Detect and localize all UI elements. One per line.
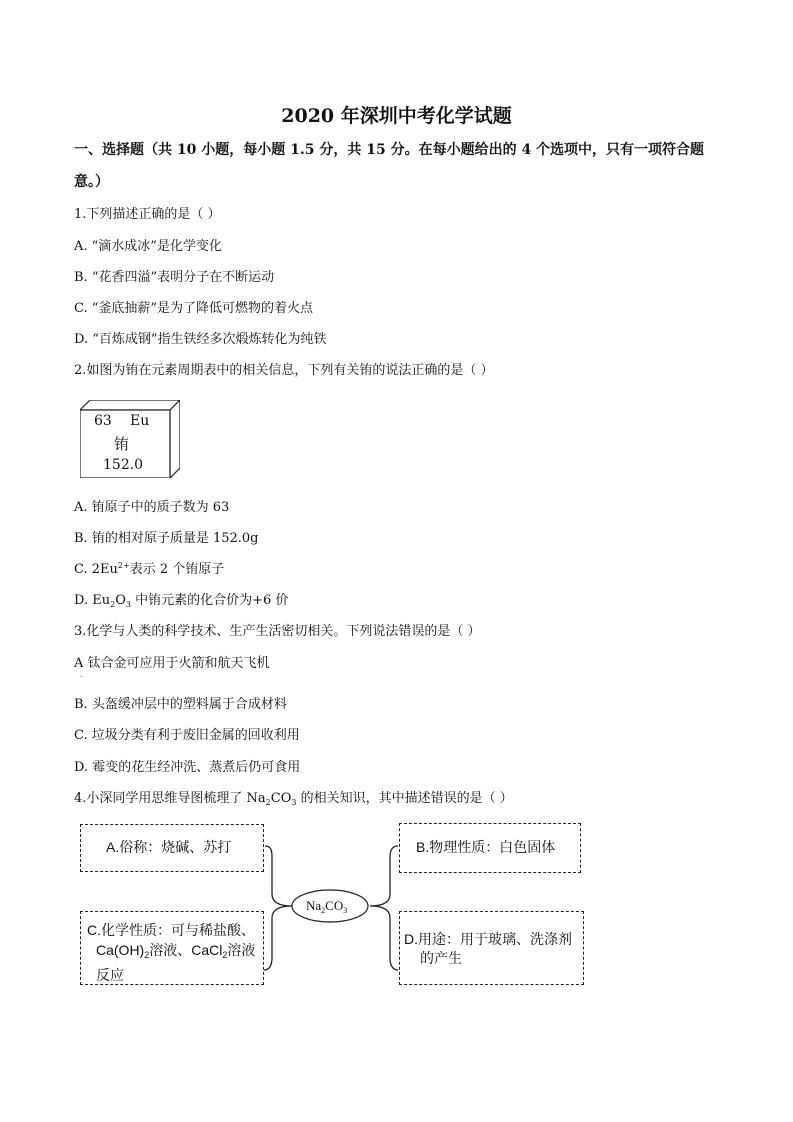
question-1-option-c[interactable]: C. “釜底抽薪”是为了降低可燃物的着火点 bbox=[74, 301, 314, 316]
question-1-option-b[interactable]: B. “花香四溢”表明分子在不断运动 bbox=[74, 270, 275, 285]
question-2-option-a[interactable]: A. 铕原子中的质子数为 63 bbox=[74, 500, 230, 515]
section-heading: 一、选择题（共 10 小题，每小题 1.5 分，共 15 分。在每小题给出的 4 个选项中，只有一项符合题意。） bbox=[74, 142, 705, 190]
box-d-label: D.用途：用于玻璃、洗涤剂 的产生 bbox=[404, 931, 572, 966]
center-node-label: $Na_2CO_3$ bbox=[306, 898, 348, 915]
question-4-stem: 4.小深同学用思维导图梳理了 $Na_2CO_3$ 的相关知识，其中描述错误的是（ ） bbox=[74, 791, 513, 807]
question-2-option-b[interactable]: B. 铕的相对原子质量是 152.0g bbox=[74, 531, 259, 546]
atomic-mass: 152.0 bbox=[103, 457, 144, 473]
atomic-number: 63 bbox=[94, 413, 112, 429]
page-title: 2020 年深圳中考化学试题 bbox=[281, 105, 512, 127]
question-3-stem: 3.化学与人类的科学技术、生产生活密切相关。下列说法错误的是（ ） bbox=[74, 624, 481, 639]
question-2-stem: 2.如图为铕在元素周期表中的相关信息，下列有关铕的说法正确的是（ ） bbox=[74, 363, 494, 378]
question-2-option-c[interactable]: C. $2Eu^{2+}$表示 2 个铕原子 bbox=[74, 561, 225, 577]
element-name: 铕 bbox=[114, 435, 130, 453]
question-1-option-d[interactable]: D. “百炼成钢”指生铁经多次煅炼转化为纯铁 bbox=[74, 332, 327, 347]
box-a-label: A.俗称：烧碱、苏打 bbox=[106, 839, 232, 855]
question-3-option-a[interactable]: A 钛合金可应用于火箭和航天飞机 bbox=[74, 656, 270, 671]
question-3-option-d[interactable]: D. 霉变的花生经冲洗、蒸煮后仍可食用 bbox=[74, 760, 301, 775]
mind-map-box-a[interactable] bbox=[80, 824, 264, 872]
stray-dot: . bbox=[80, 670, 83, 679]
mind-map-box-b[interactable] bbox=[399, 823, 581, 873]
question-3-option-c[interactable]: C. 垃圾分类有利于废旧金属的回收利用 bbox=[74, 728, 300, 743]
question-1-stem: 1.下列描述正确的是（ ） bbox=[74, 207, 221, 222]
element-symbol: Eu bbox=[130, 413, 150, 429]
question-1-option-a[interactable]: A. “滴水成冰”是化学变化 bbox=[74, 239, 222, 254]
box-c-label: C.化学性质：可与稀盐酸、 $Ca(OH)_2$溶液、CaCl$_2$溶液 反应 bbox=[87, 922, 256, 983]
mind-map-box-d[interactable] bbox=[399, 911, 584, 985]
question-2-option-d[interactable]: D. $Eu_2O_3$ 中铕元素的化合价为+6 价 bbox=[74, 593, 289, 609]
question-3-option-b[interactable]: B. 头盔缓冲层中的塑料属于合成材料 bbox=[74, 697, 287, 712]
box-b-label: B.物理性质：白色固体 bbox=[416, 839, 556, 855]
mind-map-box-c[interactable] bbox=[80, 911, 264, 985]
